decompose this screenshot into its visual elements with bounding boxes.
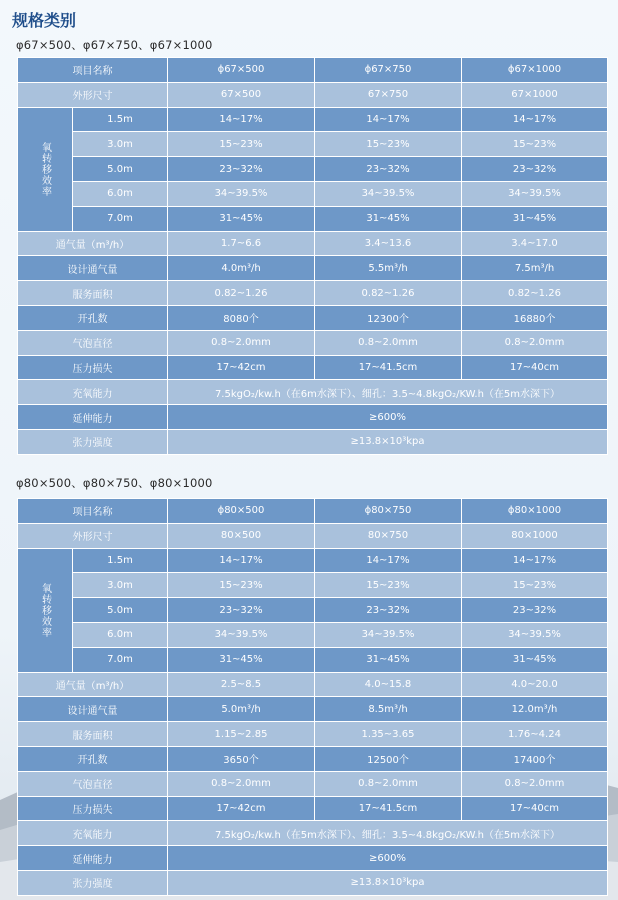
table-cell: ≥13.8×10³kpa	[168, 870, 608, 895]
row-label: 压力损失	[18, 796, 168, 821]
table-cell: 8.5m³/h	[315, 697, 462, 722]
spec-table	[17, 57, 608, 455]
row-label: 通气量（m³/h）	[18, 672, 168, 697]
row-label: 开孔数	[18, 746, 168, 771]
table-row	[18, 796, 608, 821]
spec-table	[17, 498, 608, 896]
table-cell: 34~39.5%	[315, 622, 462, 647]
table-cell: 31~45%	[168, 206, 315, 231]
depth-label: 1.5m	[73, 548, 168, 573]
table-row	[18, 132, 608, 157]
table-cell: 7.5kgO₂/kw.h（在5m水深下）、细孔：3.5~4.8kgO₂/KW.h（在5m水深下）	[168, 821, 608, 846]
table-cell: 0.8~2.0mm	[315, 330, 462, 355]
table-row	[18, 405, 608, 430]
table-cell: 17~41.5cm	[315, 796, 462, 821]
table-cell: 31~45%	[315, 206, 462, 231]
table-row	[18, 380, 608, 405]
side-label: 氧转移效率	[18, 548, 73, 672]
row-label: 充氧能力	[18, 821, 168, 846]
table-cell: 17~42cm	[168, 796, 315, 821]
table-cell: 14~17%	[462, 107, 608, 132]
row-label: 设计通气量	[18, 256, 168, 281]
depth-label: 3.0m	[73, 132, 168, 157]
table-cell: 31~45%	[315, 647, 462, 672]
table-cell: 3.4~13.6	[315, 231, 462, 256]
row-label: 充氧能力	[18, 380, 168, 405]
table-cell: 23~32%	[168, 598, 315, 623]
table-row	[18, 846, 608, 871]
table-cell: 14~17%	[315, 548, 462, 573]
row-label: 服务面积	[18, 722, 168, 747]
depth-label: 7.0m	[73, 206, 168, 231]
table-row	[18, 598, 608, 623]
row-label: 压力损失	[18, 355, 168, 380]
table-cell: 17~40cm	[462, 796, 608, 821]
table-cell: 1.35~3.65	[315, 722, 462, 747]
table-row	[18, 573, 608, 598]
table-cell: ≥13.8×10³kpa	[168, 429, 608, 454]
table-cell: 15~23%	[168, 132, 315, 157]
row-label: 服务面积	[18, 281, 168, 306]
table-cell: 34~39.5%	[462, 622, 608, 647]
table-row	[18, 107, 608, 132]
table-row	[18, 256, 608, 281]
table-row	[18, 330, 608, 355]
table-cell: 0.82~1.26	[315, 281, 462, 306]
table-cell: 34~39.5%	[168, 181, 315, 206]
table-cell: 67×500	[168, 82, 315, 107]
depth-label: 3.0m	[73, 573, 168, 598]
table-cell: ≥600%	[168, 405, 608, 430]
table-cell: 7.5m³/h	[462, 256, 608, 281]
table-cell: ≥600%	[168, 846, 608, 871]
table-cell: 31~45%	[168, 647, 315, 672]
table-cell: 14~17%	[462, 548, 608, 573]
table-row	[18, 157, 608, 182]
table-cell: 23~32%	[315, 598, 462, 623]
table-cell: 12500个	[315, 746, 462, 771]
table-cell: 3650个	[168, 746, 315, 771]
table-row	[18, 206, 608, 231]
table-row	[18, 622, 608, 647]
table-cell: 7.5kgO₂/kw.h（在6m水深下）、细孔：3.5~4.8kgO₂/KW.h（在5m水深下）	[168, 380, 608, 405]
table-subtitle: φ67×500、φ67×750、φ67×1000	[16, 38, 213, 52]
table-cell: 14~17%	[168, 107, 315, 132]
table-cell: 0.82~1.26	[462, 281, 608, 306]
table-cell: 0.8~2.0mm	[462, 771, 608, 796]
table-cell: 0.8~2.0mm	[168, 771, 315, 796]
table-cell: 67×1000	[462, 82, 608, 107]
table-cell: 4.0m³/h	[168, 256, 315, 281]
table-cell: 0.8~2.0mm	[462, 330, 608, 355]
table-row	[18, 647, 608, 672]
row-label: 设计通气量	[18, 697, 168, 722]
table-row	[18, 499, 608, 524]
table-cell: 15~23%	[462, 132, 608, 157]
table-row	[18, 82, 608, 107]
table-row	[18, 355, 608, 380]
table-row	[18, 821, 608, 846]
table-row	[18, 722, 608, 747]
row-label: 项目名称	[18, 499, 168, 524]
row-label: 外形尺寸	[18, 82, 168, 107]
table-cell: 17400个	[462, 746, 608, 771]
table-cell: ϕ67×750	[315, 58, 462, 83]
table-row	[18, 231, 608, 256]
table-cell: 0.8~2.0mm	[168, 330, 315, 355]
table-cell: ϕ67×1000	[462, 58, 608, 83]
table-cell: 15~23%	[462, 573, 608, 598]
table-row	[18, 305, 608, 330]
table-cell: 67×750	[315, 82, 462, 107]
table-cell: 3.4~17.0	[462, 231, 608, 256]
table-cell: 80×750	[315, 523, 462, 548]
table-cell: 1.76~4.24	[462, 722, 608, 747]
table-row	[18, 746, 608, 771]
table-cell: 16880个	[462, 305, 608, 330]
row-label: 项目名称	[18, 58, 168, 83]
table-cell: 80×1000	[462, 523, 608, 548]
table-cell: 31~45%	[462, 647, 608, 672]
table-row	[18, 548, 608, 573]
row-label: 张力强度	[18, 870, 168, 895]
table-cell: 12.0m³/h	[462, 697, 608, 722]
row-label: 外形尺寸	[18, 523, 168, 548]
table-cell: 17~42cm	[168, 355, 315, 380]
table-cell: 17~40cm	[462, 355, 608, 380]
row-label: 延伸能力	[18, 846, 168, 871]
table-cell: ϕ80×750	[315, 499, 462, 524]
table-row	[18, 771, 608, 796]
table-cell: 15~23%	[315, 132, 462, 157]
side-label: 氧转移效率	[18, 107, 73, 231]
table-row	[18, 58, 608, 83]
table-cell: ϕ67×500	[168, 58, 315, 83]
table-cell: 4.0~20.0	[462, 672, 608, 697]
depth-label: 6.0m	[73, 622, 168, 647]
table-cell: 12300个	[315, 305, 462, 330]
row-label: 开孔数	[18, 305, 168, 330]
table-subtitle: φ80×500、φ80×750、φ80×1000	[16, 476, 213, 490]
table-cell: 23~32%	[168, 157, 315, 182]
table-cell: 15~23%	[168, 573, 315, 598]
table-row	[18, 181, 608, 206]
table-cell: 0.82~1.26	[168, 281, 315, 306]
table-cell: 0.8~2.0mm	[315, 771, 462, 796]
depth-label: 5.0m	[73, 157, 168, 182]
table-cell: ϕ80×1000	[462, 499, 608, 524]
table-row	[18, 672, 608, 697]
table-cell: 80×500	[168, 523, 315, 548]
table-cell: 34~39.5%	[168, 622, 315, 647]
table-cell: 17~41.5cm	[315, 355, 462, 380]
table-cell: 14~17%	[168, 548, 315, 573]
table-cell: 15~23%	[315, 573, 462, 598]
depth-label: 1.5m	[73, 107, 168, 132]
row-label: 气泡直径	[18, 330, 168, 355]
depth-label: 7.0m	[73, 647, 168, 672]
depth-label: 5.0m	[73, 598, 168, 623]
table-cell: 8080个	[168, 305, 315, 330]
table-cell: 2.5~8.5	[168, 672, 315, 697]
table-cell: ϕ80×500	[168, 499, 315, 524]
table-cell: 23~32%	[462, 598, 608, 623]
table-cell: 23~32%	[315, 157, 462, 182]
row-label: 张力强度	[18, 429, 168, 454]
table-cell: 4.0~15.8	[315, 672, 462, 697]
row-label: 通气量（m³/h）	[18, 231, 168, 256]
table-cell: 34~39.5%	[462, 181, 608, 206]
table-cell: 5.0m³/h	[168, 697, 315, 722]
table-cell: 14~17%	[315, 107, 462, 132]
table-row	[18, 281, 608, 306]
table-row	[18, 429, 608, 454]
table-cell: 31~45%	[462, 206, 608, 231]
table-cell: 5.5m³/h	[315, 256, 462, 281]
row-label: 延伸能力	[18, 405, 168, 430]
table-cell: 1.7~6.6	[168, 231, 315, 256]
table-row	[18, 523, 608, 548]
depth-label: 6.0m	[73, 181, 168, 206]
table-row	[18, 697, 608, 722]
page-title: 规格类别	[12, 11, 77, 30]
table-row	[18, 870, 608, 895]
table-cell: 34~39.5%	[315, 181, 462, 206]
row-label: 气泡直径	[18, 771, 168, 796]
table-cell: 1.15~2.85	[168, 722, 315, 747]
table-cell: 23~32%	[462, 157, 608, 182]
